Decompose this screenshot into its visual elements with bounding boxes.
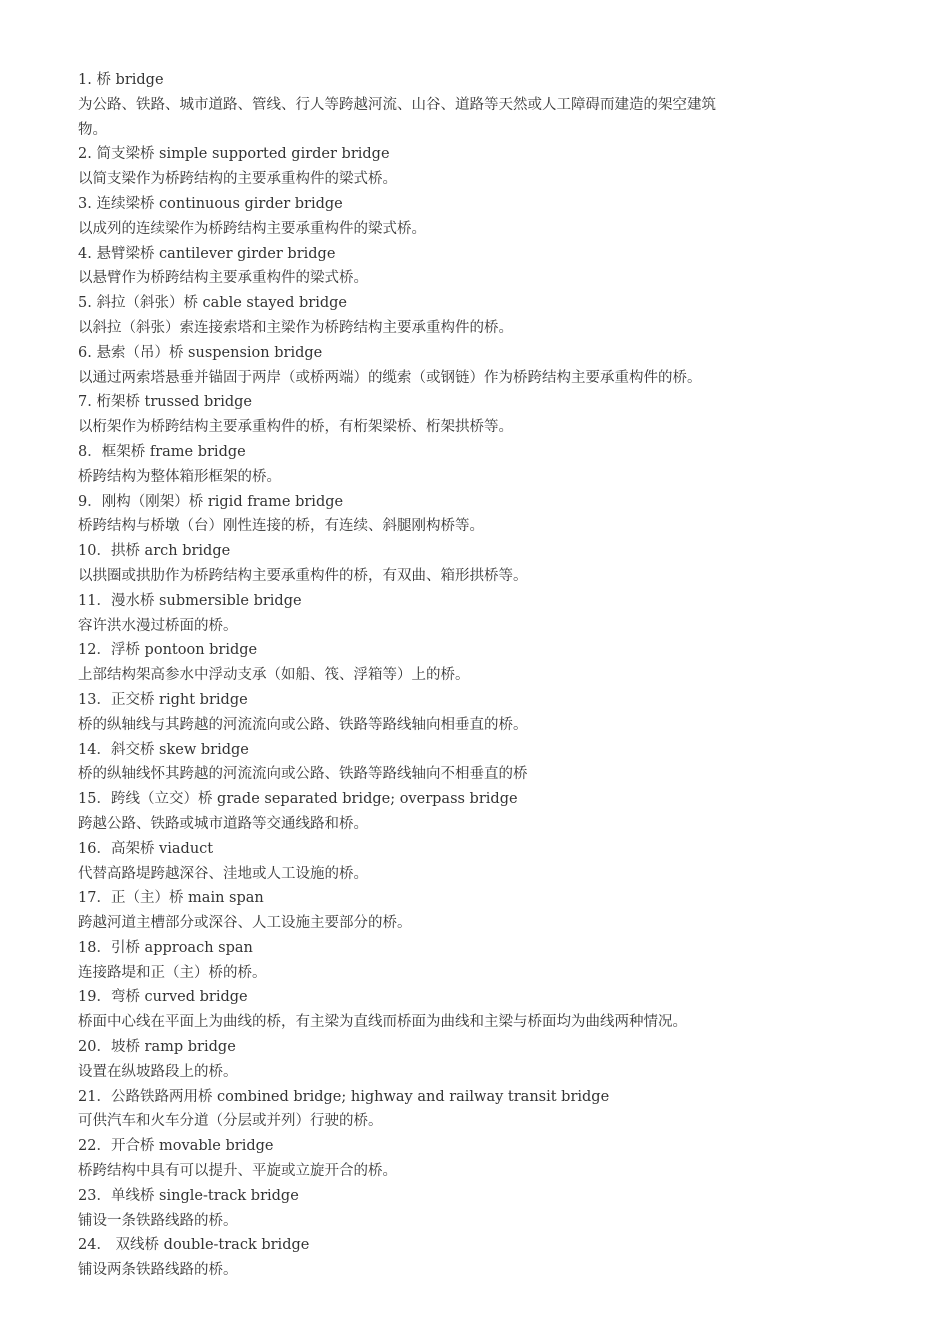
entry-term: 18．引桥 approach span	[78, 939, 253, 956]
entry-term: 19．弯桥 curved bridge	[78, 989, 248, 1006]
entry-term: 8．框架桥 frame bridge	[78, 443, 246, 460]
entry-term: 20．坡桥 ramp bridge	[78, 1039, 236, 1056]
entry-definition: 桥跨结构中具有可以提升、平旋或立旋开合的桥。	[78, 1163, 397, 1180]
entry-definition: 上部结构架高参水中浮动支承（如船、筏、浮箱等）上的桥。	[78, 667, 470, 684]
entry-term: 24． 双线桥 double-track bridge	[78, 1237, 310, 1254]
entry-definition: 以通过两索塔悬垂并锚固于两岸（或桥两端）的缆索（或钢链）作为桥跨结构主要承重构件的桥。	[78, 369, 702, 386]
entry-definition: 桥跨结构为整体箱形框架的桥。	[78, 468, 281, 485]
entry-definition: 铺设两条铁路线路的桥。	[78, 1262, 238, 1279]
entry-definition: 为公路、铁路、城市道路、管线、行人等跨越河流、山谷、道路等天然或人工障碍而建造的架空建筑	[78, 96, 716, 113]
entry-term: 3. 连续梁桥 continuous girder bridge	[78, 195, 343, 212]
entry-definition: 连接路堤和正（主）桥的桥。	[78, 964, 267, 981]
entry-term: 14．斜交桥 skew bridge	[78, 741, 249, 758]
glossary-entry	[78, 242, 778, 292]
entry-definition: 铺设一条铁路线路的桥。	[78, 1212, 238, 1229]
entry-definition: 以桁架作为桥跨结构主要承重构件的桥，有桁架梁桥、桁架拱桥等。	[78, 419, 513, 436]
glossary-entry	[78, 440, 778, 490]
glossary-entry	[78, 787, 778, 837]
entry-definition: 可供汽车和火车分道（分层或并列）行驶的桥。	[78, 1113, 383, 1130]
entry-term: 23．单线桥 single-track bridge	[78, 1187, 299, 1204]
entry-definition: 桥面中心线在平面上为曲线的桥，有主梁为直线而桥面为曲线和主梁与桥面均为曲线两种情况。	[78, 1014, 687, 1031]
entry-definition: 以悬臂作为桥跨结构主要承重构件的梁式桥。	[78, 270, 368, 287]
glossary-entry	[78, 68, 778, 142]
entry-definition: 跨越河道主槽部分或深谷、人工设施主要部分的桥。	[78, 915, 412, 932]
entry-term: 9．刚构（刚架）桥 rigid frame bridge	[78, 493, 344, 510]
entry-definition: 跨越公路、铁路或城市道路等交通线路和桥。	[78, 815, 368, 832]
glossary-entry	[78, 837, 778, 887]
glossary-entry	[78, 936, 778, 986]
glossary-entry	[78, 1134, 778, 1184]
entry-term: 15．跨线（立交）桥 grade separated bridge; overpass bridge	[78, 791, 518, 808]
document-body	[78, 68, 778, 1283]
entry-term: 6. 悬索（吊）桥 suspension bridge	[78, 344, 323, 361]
entry-term: 7. 桁架桥 trussed bridge	[78, 394, 252, 411]
entry-definition: 桥的纵轴线与其跨越的河流流向或公路、铁路等路线轴向相垂直的桥。	[78, 716, 528, 733]
entry-definition: 以斜拉（斜张）索连接索塔和主梁作为桥跨结构主要承重构件的桥。	[78, 319, 513, 336]
entry-term: 4. 悬臂梁桥 cantilever girder bridge	[78, 245, 336, 262]
entry-definition: 设置在纵坡路段上的桥。	[78, 1063, 238, 1080]
entry-term: 10．拱桥 arch bridge	[78, 543, 231, 560]
entry-term: 5. 斜拉（斜张）桥 cable stayed bridge	[78, 295, 347, 312]
glossary-entry	[78, 142, 778, 192]
glossary-entry	[78, 291, 778, 341]
entry-term: 13．正交桥 right bridge	[78, 691, 248, 708]
glossary-entry	[78, 390, 778, 440]
entry-definition: 代替高路堤跨越深谷、洼地或人工设施的桥。	[78, 865, 368, 882]
entry-definition: 以拱圈或拱肋作为桥跨结构主要承重构件的桥，有双曲、箱形拱桥等。	[78, 567, 528, 584]
glossary-entry	[78, 1233, 778, 1283]
glossary-entry	[78, 341, 778, 391]
entry-definition: 桥的纵轴线怀其跨越的河流流向或公路、铁路等路线轴向不相垂直的桥	[78, 766, 528, 783]
entry-definition: 桥跨结构与桥墩（台）刚性连接的桥，有连续、斜腿刚构桥等。	[78, 518, 484, 535]
entry-term: 1. 桥 bridge	[78, 72, 164, 88]
entry-term: 11．漫水桥 submersible bridge	[78, 592, 302, 609]
glossary-entry	[78, 1085, 778, 1135]
glossary-entry	[78, 886, 778, 936]
entry-definition: 容许洪水漫过桥面的桥。	[78, 617, 238, 634]
glossary-entry	[78, 1184, 778, 1234]
glossary-entry	[78, 688, 778, 738]
entry-term: 17．正（主）桥 main span	[78, 890, 264, 907]
glossary-entry	[78, 539, 778, 589]
glossary-entry	[78, 589, 778, 639]
entry-term: 2. 简支梁桥 simple supported girder bridge	[78, 146, 390, 163]
entry-term: 16．高架桥 viaduct	[78, 840, 214, 857]
glossary-entry	[78, 490, 778, 540]
entry-term: 12．浮桥 pontoon bridge	[78, 642, 258, 659]
entry-definition: 以简支梁作为桥跨结构的主要承重构件的梁式桥。	[78, 171, 397, 188]
entry-definition: 以成列的连续梁作为桥跨结构主要承重构件的梁式桥。	[78, 220, 426, 237]
entry-term: 21．公路铁路两用桥 combined bridge; highway and railway transit bridge	[78, 1088, 610, 1105]
entry-definition: 物。	[78, 121, 107, 138]
glossary-entry	[78, 1035, 778, 1085]
entry-term: 22．开合桥 movable bridge	[78, 1138, 274, 1155]
glossary-entry	[78, 985, 778, 1035]
glossary-entry	[78, 638, 778, 688]
glossary-entry	[78, 738, 778, 788]
glossary-entry	[78, 192, 778, 242]
